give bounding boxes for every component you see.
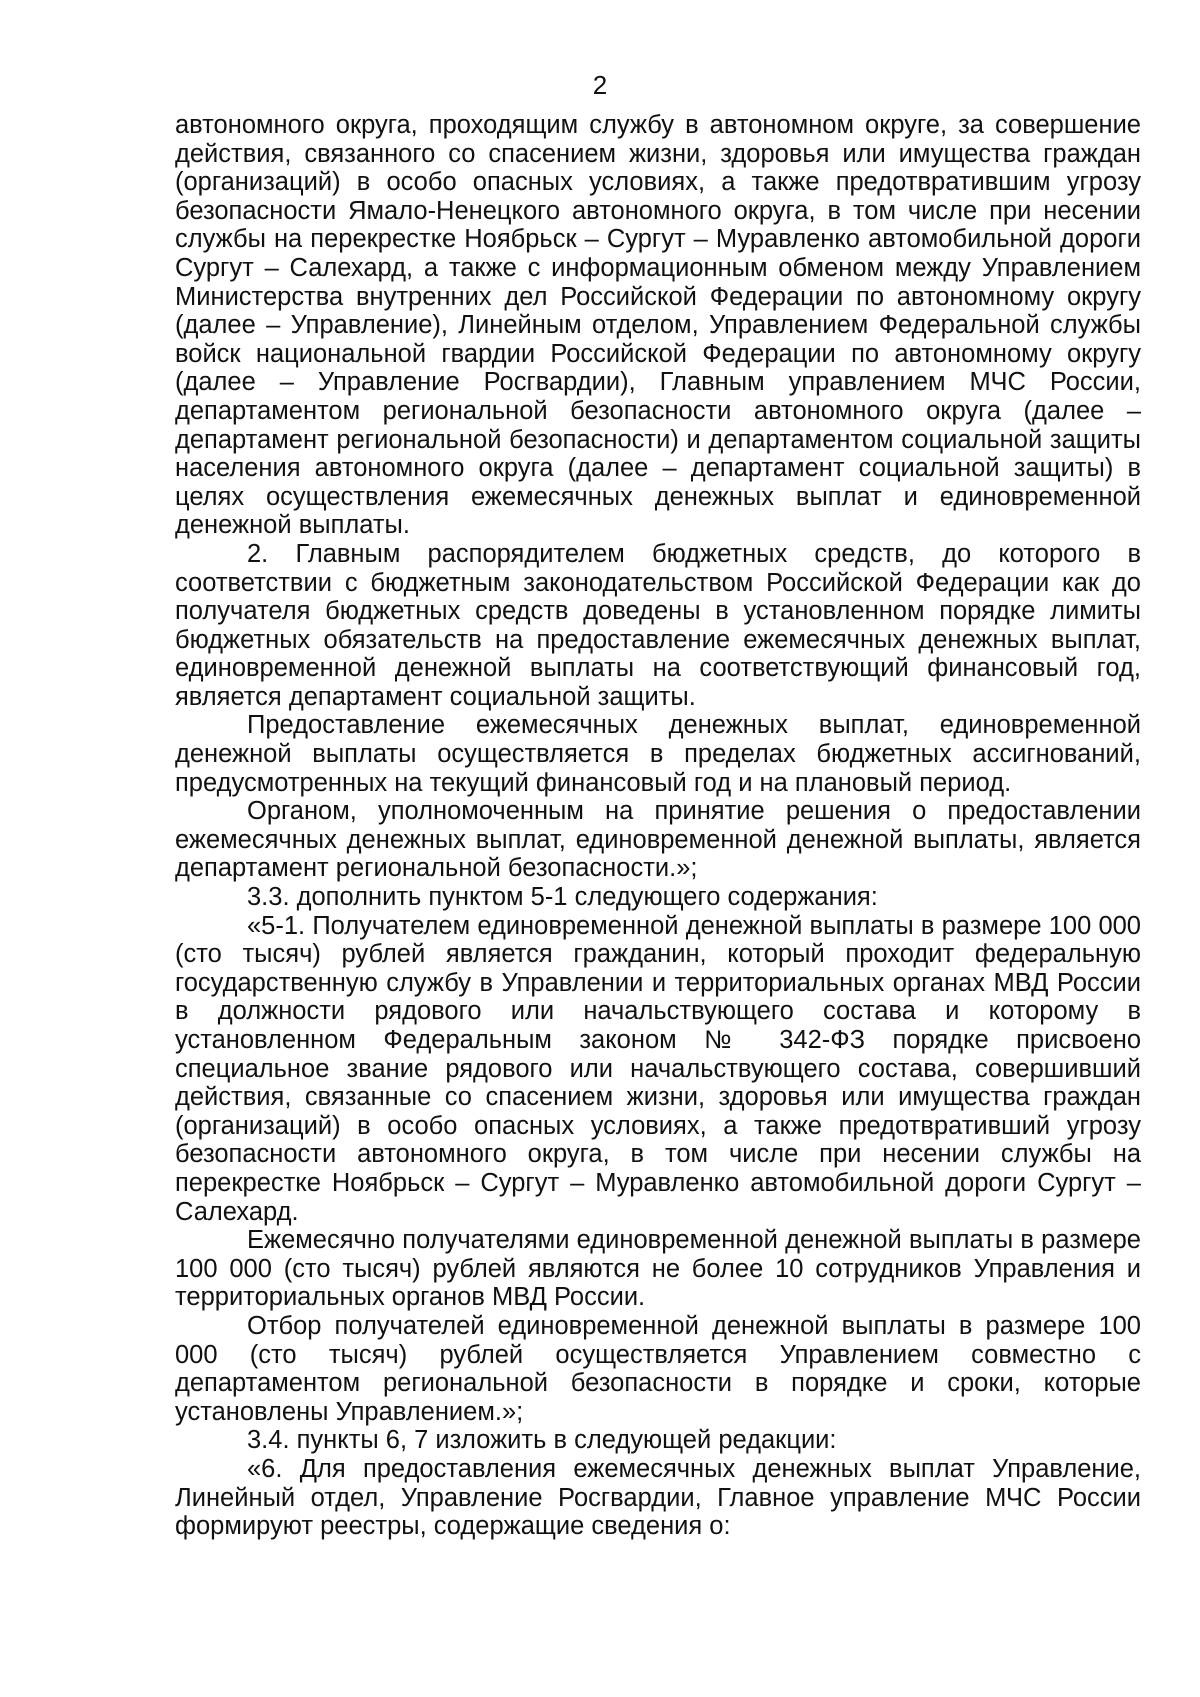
paragraph-item-6: «6. Для предоставления ежемесячных денежных выплат Управление, Линейный отдел, Управление Росгвардии, Главное управление МЧС России формируют реестры, содержащие сведения о: [175, 1454, 1141, 1541]
paragraph-item-2: 2. Главным распорядителем бюджетных средств, до которого в соответствии с бюджетным законодательством Российской Федерации как до получателя бюджетных средств доведены в установленном порядке лимиты бюджетных обязательств на предоставление ежемесячных денежных выплат, единовременной денежной выплаты на соответствующий финансовый год, является департамент социальной защиты. [175, 539, 1141, 711]
paragraph-payments-budget: Предоставление ежемесячных денежных выплат, единовременной денежной выплаты осуществляется в пределах бюджетных ассигнований, предусмотренных на текущий финансовый год и на плановый период. [175, 711, 1141, 797]
paragraph-item-3-3: 3.3. дополнить пунктом 5-1 следующего содержания: [247, 883, 878, 912]
paragraph-item-3-4: 3.4. пункты 6, 7 изложить в следующей редакции: [247, 1426, 837, 1455]
document-body [175, 111, 1141, 1541]
paragraph-monthly-recipients: Ежемесячно получателями единовременной денежной выплаты в размере 100 000 (сто тысяч) рублей являются не более 10 сотрудников Управления и территориальных органов МВД России. [175, 1226, 1141, 1312]
paragraph-continuation: автономного округа, проходящим службу в автономном округе, за совершение действия, связанного со спасением жизни, здоровья или имущества граждан (организаций) в особо опасных условиях, а также предотвратившим угрозу безопасности Ямало-Ненецкого автономного округа, в том числе при несении службы на перекрестке Ноябрьск – Сургут – Муравленко автомобильной дороги Сургут – Салехард, а также с информационным обменом между Управлением Министерства внутренних дел Российской Федерации по автономному округу (далее – Управление), Линейным отделом, Управлением Федеральной службы войск национальной гвардии Российской Федерации по автономному округу (далее – Управление Росгвардии), Главным управлением МЧС России, департаментом региональной безопасности автономного округа (далее – департамент региональной безопасности) и департаментом социальной защиты населения автономного округа (далее – департамент социальной защиты) в целях осуществления ежемесячных денежных выплат и единовременной денежной выплаты. [175, 111, 1141, 540]
paragraph-item-5-1: «5-1. Получателем единовременной денежной выплаты в размере 100 000 (сто тысяч) рублей является гражданин, который проходит федеральную государственную службу в Управлении и территориальных органах МВД России в должности рядового или начальствующего состава и которому в установленном Федеральным законом № 342-ФЗ порядке присвоено специальное звание рядового или начальствующего состава, совершивший действия, связанные со спасением жизни, здоровья или имущества граждан (организаций) в особо опасных условиях, а также предотвративший угрозу безопасности автономного округа, в том числе при несении службы на перекрестке Ноябрьск – Сургут – Муравленко автомобильной дороги Сургут – Салехард. [175, 911, 1141, 1226]
paragraph-authorized-body: Органом, уполномоченным на принятие решения о предоставлении ежемесячных денежных выплат, единовременной денежной выплаты, является департамент региональной безопасности.»; [175, 797, 1141, 883]
page-number: 2 [592, 70, 608, 100]
paragraph-recipient-selection: Отбор получателей единовременной денежной выплаты в размере 100 000 (сто тысяч) рублей осуществляется Управлением совместно с департаментом региональной безопасности в порядке и сроки, которые установлены Управлением.»; [175, 1311, 1141, 1426]
